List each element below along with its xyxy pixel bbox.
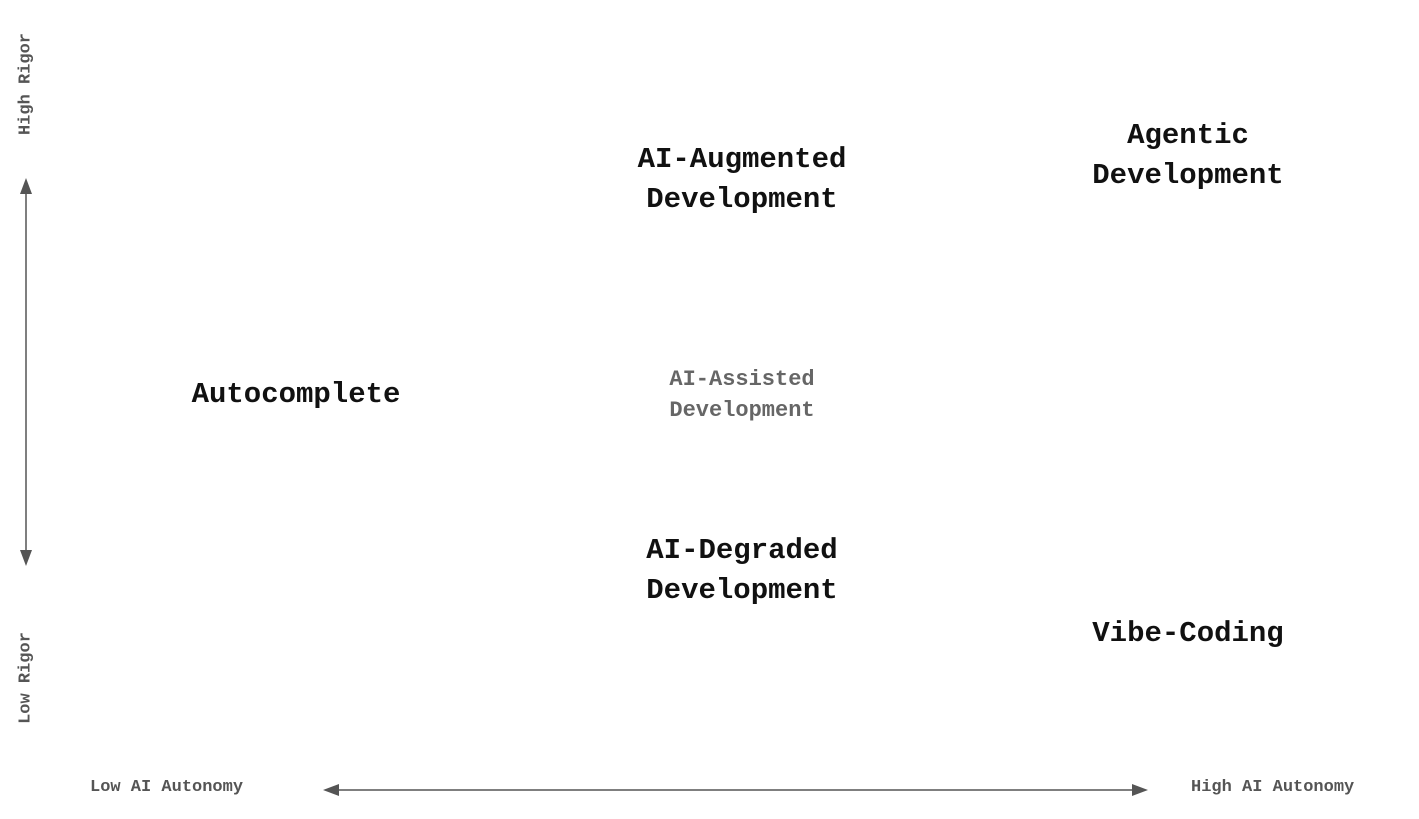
ai-assisted-development-label (669, 364, 814, 426)
agentic-line-1: Agentic (1127, 119, 1249, 152)
ai-augmented-development-label (638, 140, 847, 220)
ai-augmented-line-1: AI-Augmented (637, 143, 847, 176)
horizontal-axis-arrowhead-left (323, 784, 339, 796)
ai-degraded-line-1: AI-Degraded (646, 534, 838, 567)
vibe-coding-label (1092, 614, 1283, 654)
horizontal-axis-arrowhead-right (1132, 784, 1148, 796)
autocomplete-label (192, 375, 401, 415)
y-axis-high-label: High Rigor (16, 32, 36, 136)
x-axis-high-label: High AI Autonomy (1191, 778, 1355, 797)
vertical-axis-arrowhead-top (20, 178, 32, 194)
ai-augmented-line-2: Development (646, 183, 838, 216)
vertical-axis-arrowhead-bottom (20, 550, 32, 566)
y-axis-low-label: Low Rigor (16, 632, 36, 724)
vibe-coding-line-1: Vibe-Coding (1092, 617, 1284, 650)
ai-assisted-line-2: Development (669, 398, 815, 423)
ai-assisted-line-1: AI-Assisted (669, 367, 815, 392)
autocomplete-line-1: Autocomplete (191, 378, 401, 411)
agentic-line-2: Development (1092, 159, 1284, 192)
agentic-development-label (1092, 116, 1283, 196)
ai-degraded-development-label (646, 531, 837, 611)
ai-degraded-line-2: Development (646, 574, 838, 607)
x-axis-low-label: Low AI Autonomy (90, 778, 244, 797)
